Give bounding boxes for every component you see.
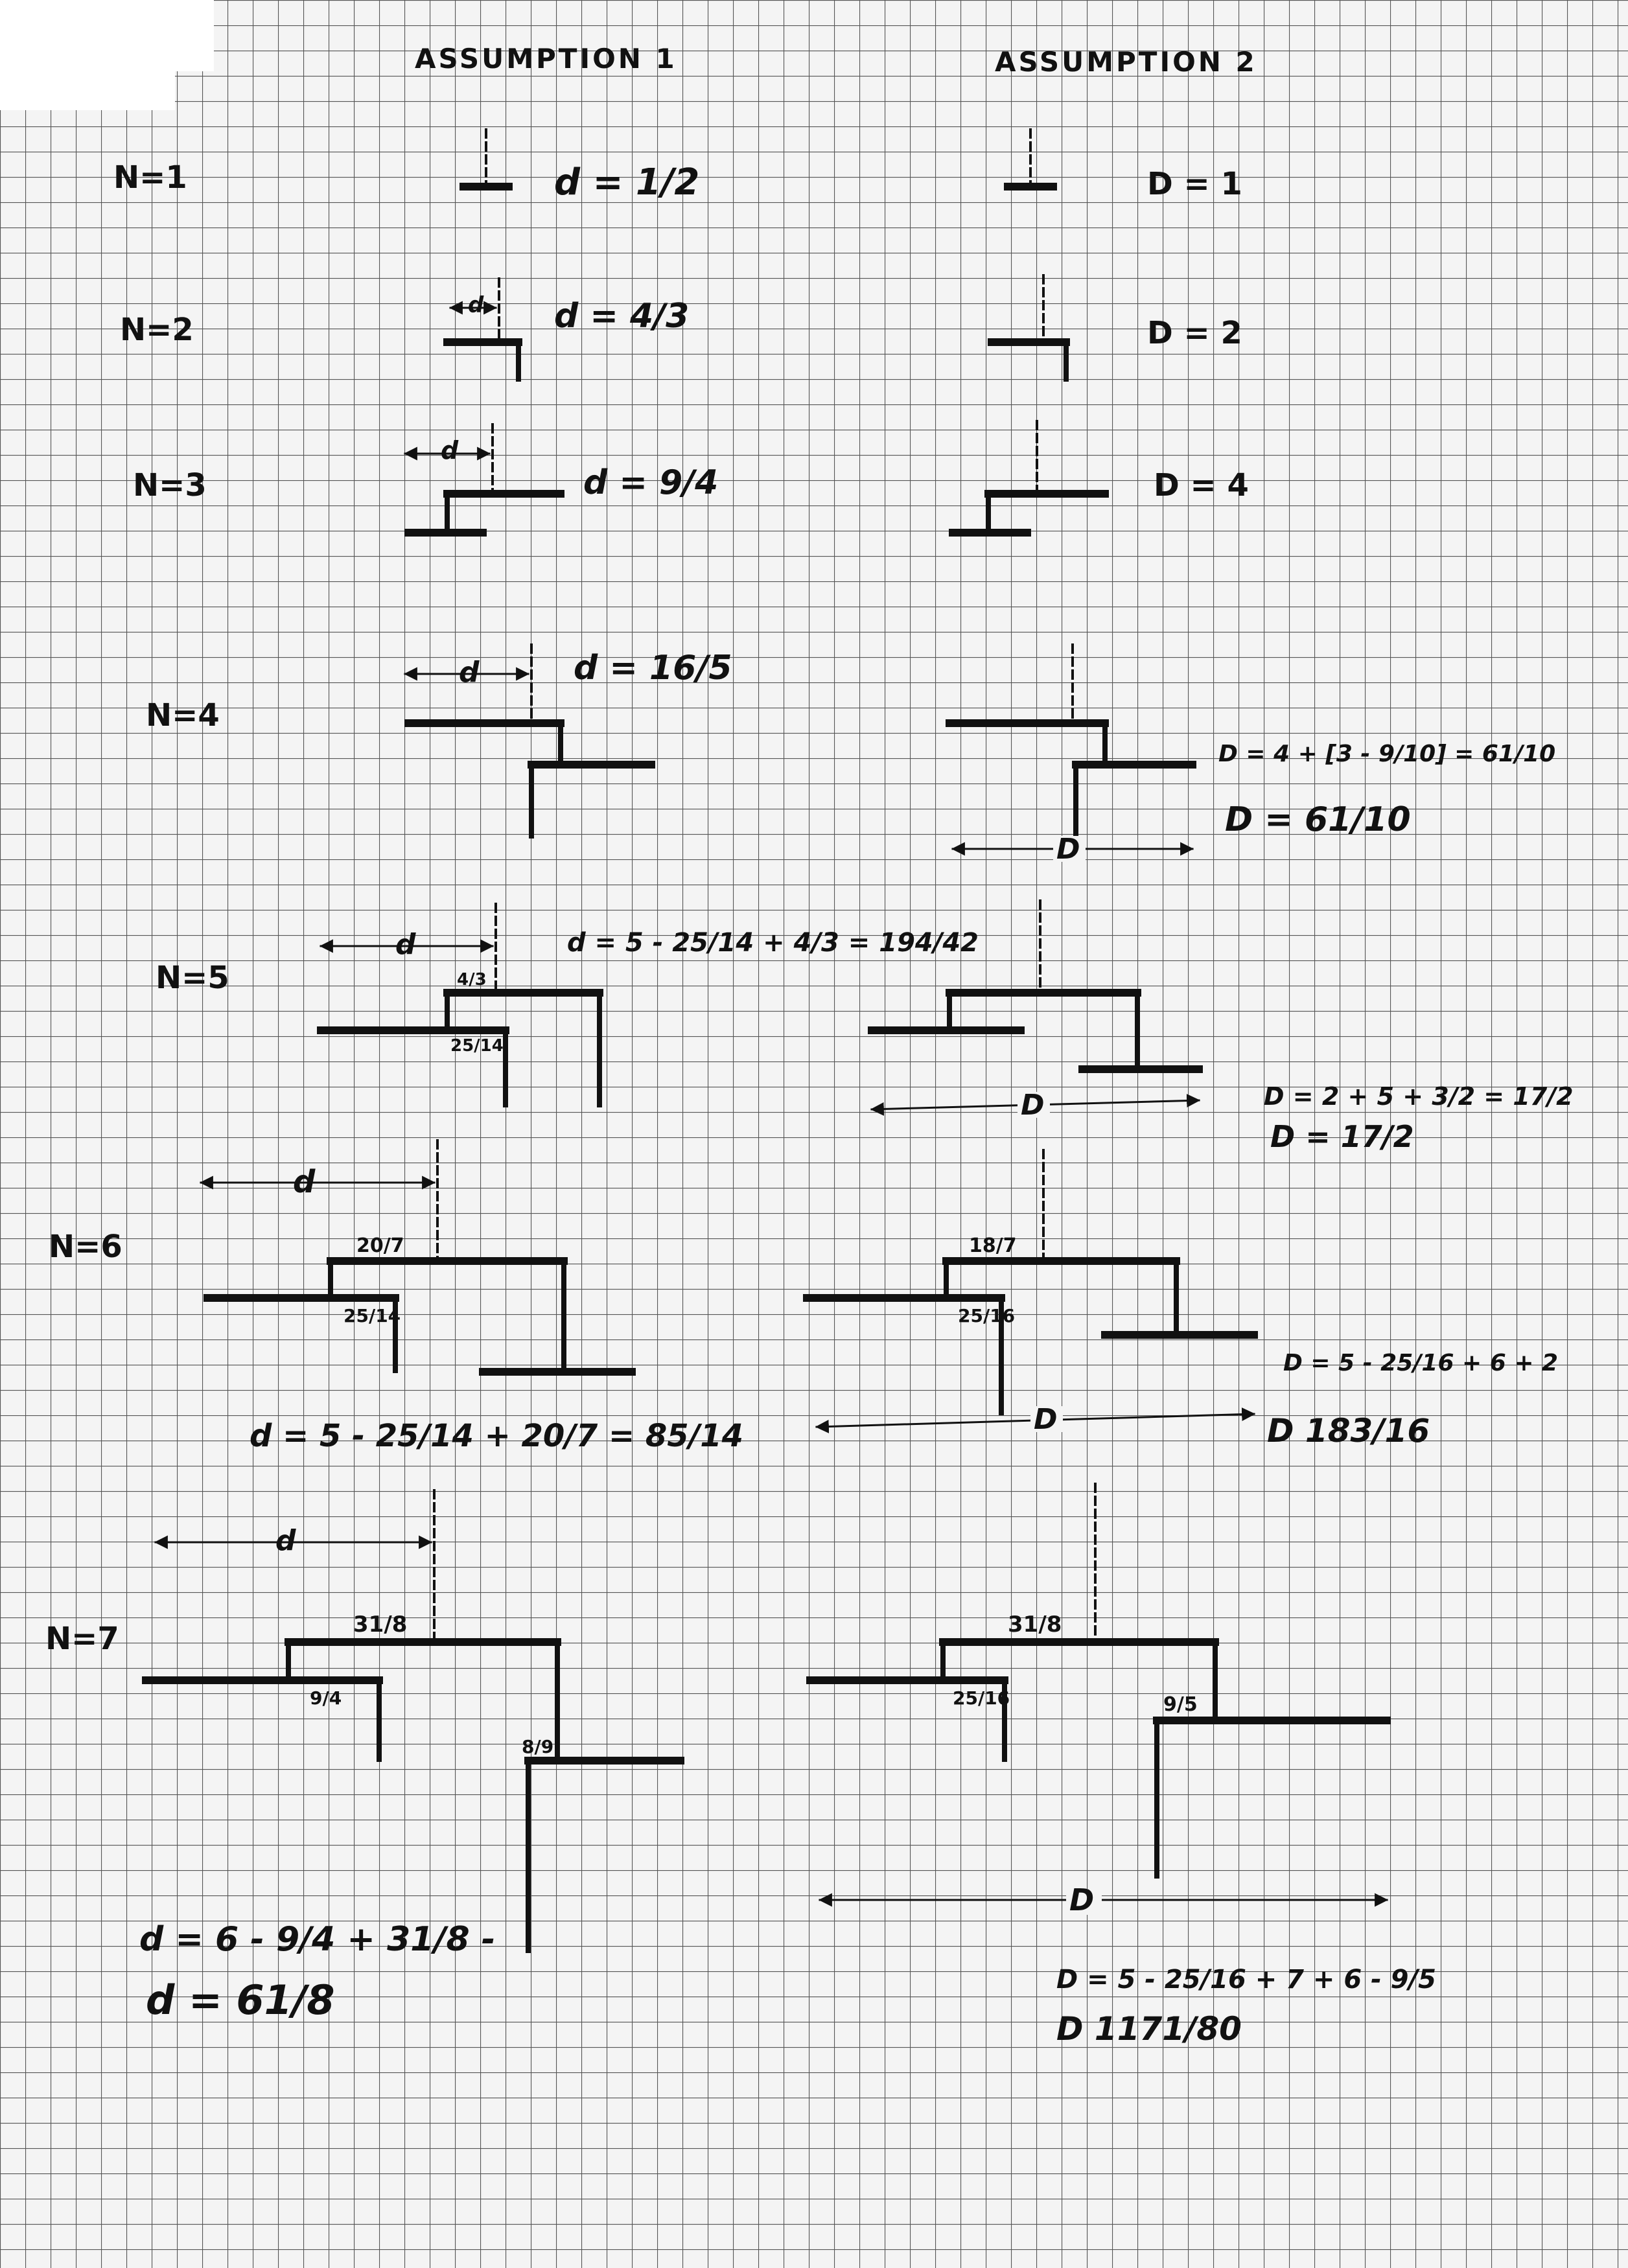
a2-n2-result: D = 2 xyxy=(1147,315,1242,351)
row-label-n7: N=7 xyxy=(45,1621,119,1657)
a2-n6-label-2: 25/16 xyxy=(958,1305,1016,1326)
row-label-n4: N=4 xyxy=(146,697,220,734)
row-label-n3: N=3 xyxy=(133,467,207,503)
a2-n6-calc: D = 5 - 25/16 + 6 + 2 xyxy=(1283,1350,1559,1376)
a1-n1-result: d = 1/2 xyxy=(554,161,700,203)
a1-n2-result: d = 4/3 xyxy=(554,297,690,336)
a1-n7-dim-label: d xyxy=(275,1524,296,1557)
header-assumption-1: ASSUMPTION 1 xyxy=(415,43,677,75)
a1-n6-dim-label: d xyxy=(293,1164,316,1200)
a1-n5-label-2: 25/14 xyxy=(450,1036,504,1056)
a2-n5-calc: D = 2 + 5 + 3/2 = 17/2 xyxy=(1264,1082,1574,1111)
a2-n1-result: D = 1 xyxy=(1147,166,1242,202)
a2-n3-result: D = 4 xyxy=(1154,467,1249,503)
a1-n4-result: d = 16/5 xyxy=(574,649,732,688)
row-label-n2: N=2 xyxy=(120,312,194,348)
a1-n5-calc: d = 5 - 25/14 + 4/3 = 194/42 xyxy=(567,928,979,958)
row-label-n1: N=1 xyxy=(113,159,187,196)
row-label-n6: N=6 xyxy=(49,1229,122,1265)
row-label-n5: N=5 xyxy=(156,960,229,996)
a2-n7-calc: D = 5 - 25/16 + 7 + 6 - 9/5 xyxy=(1056,1965,1436,1995)
a2-n6-dim-label: D xyxy=(1034,1403,1058,1436)
a2-n7-label-1: 31/8 xyxy=(1008,1612,1062,1637)
a1-n6-label-1: 20/7 xyxy=(356,1234,404,1257)
a2-n7-dim-label: D xyxy=(1069,1882,1095,1917)
a1-n3-dim-label: d xyxy=(441,436,459,465)
header-assumption-2: ASSUMPTION 2 xyxy=(995,46,1257,78)
a1-n4-dim-label: d xyxy=(459,656,480,689)
a2-n4-dim-label: D xyxy=(1056,833,1080,866)
a1-n6-calc: d = 5 - 25/14 + 20/7 = 85/14 xyxy=(250,1418,743,1454)
a2-n7-label-3: 9/5 xyxy=(1163,1693,1198,1716)
a1-n5-label-1: 4/3 xyxy=(457,970,487,989)
a1-n2-dim-label: d xyxy=(468,292,484,318)
a1-n5-dim-label: d xyxy=(395,928,416,961)
a1-n7-label-3: 8/9 xyxy=(522,1736,554,1757)
a2-n5-dim-label: D xyxy=(1021,1089,1045,1122)
a2-n6-result: D 183/16 xyxy=(1267,1412,1430,1450)
a2-n4-calc: D = 4 + [3 - 9/10] = 61/10 xyxy=(1218,741,1556,767)
a2-n4-result: D = 61/10 xyxy=(1225,800,1411,839)
a1-n6-label-2: 25/14 xyxy=(343,1305,401,1326)
a1-n7-label-1: 31/8 xyxy=(353,1612,408,1637)
a2-n7-result: D 1171/80 xyxy=(1056,2010,1242,2048)
a2-n6-label-1: 18/7 xyxy=(969,1234,1017,1257)
a1-n7-result: d = 61/8 xyxy=(146,1976,335,2024)
a1-n3-result: d = 9/4 xyxy=(583,463,719,502)
a1-n7-calc: d = 6 - 9/4 + 31/8 - xyxy=(139,1920,496,1959)
a2-n7-label-2: 25/16 xyxy=(953,1687,1010,1709)
a2-n5-result: D = 17/2 xyxy=(1270,1119,1414,1154)
a1-n7-label-2: 9/4 xyxy=(310,1687,342,1709)
